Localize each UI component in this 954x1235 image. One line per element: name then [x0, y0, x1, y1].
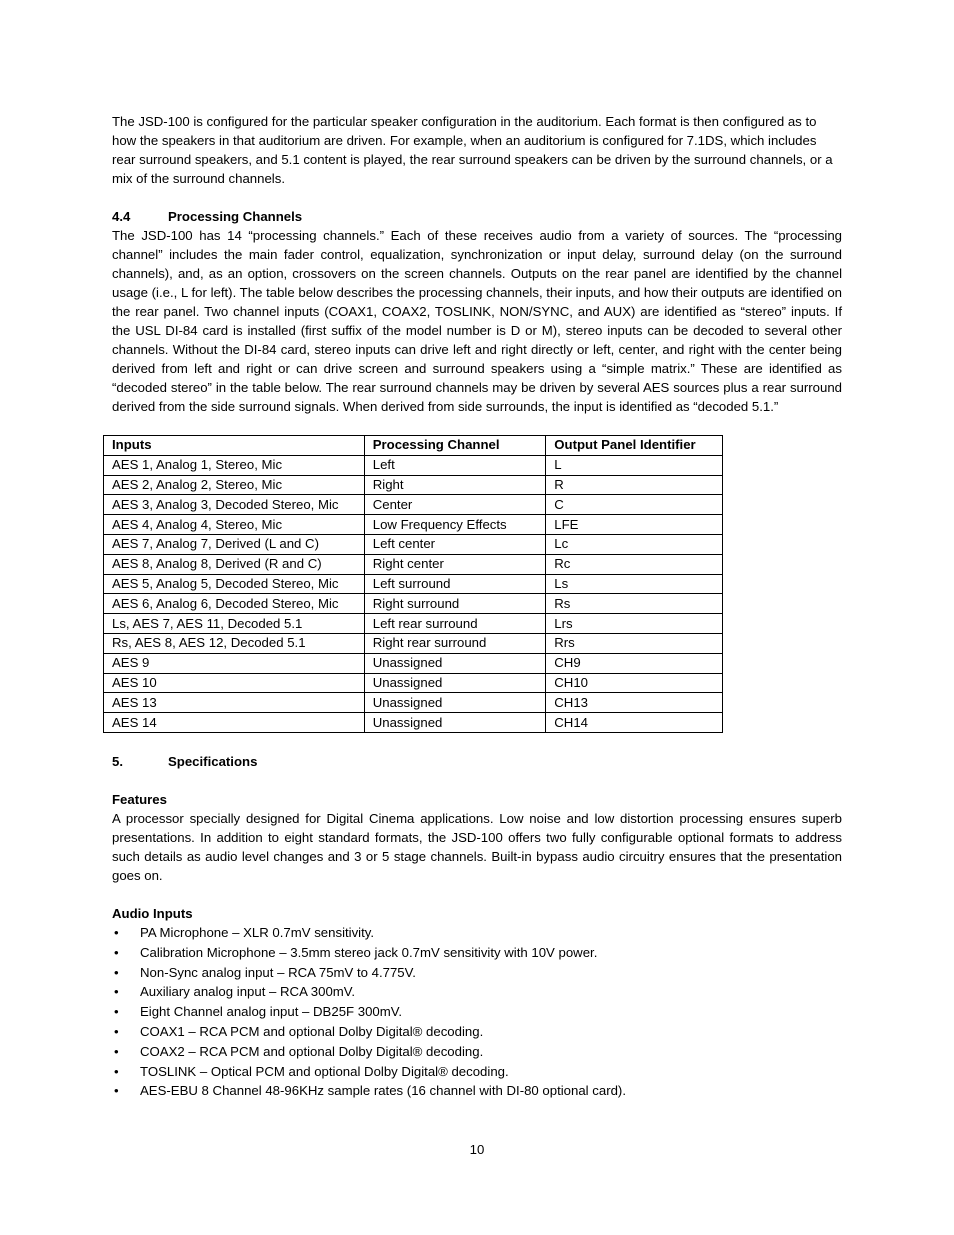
bullet-icon: •: [114, 1004, 119, 1020]
section-title: Specifications: [168, 753, 258, 769]
list-item: [112, 963, 842, 983]
table-row: [104, 673, 723, 693]
list-item-text: COAX1 – RCA PCM and optional Dolby Digital® decoding.: [140, 1023, 484, 1039]
table-row: [104, 455, 723, 475]
cell-inputs: AES 3, Analog 3, Decoded Stereo, Mic: [104, 495, 365, 515]
cell-inputs: AES 8, Analog 8, Derived (R and C): [104, 554, 365, 574]
list-item-text: Non-Sync analog input – RCA 75mV to 4.775V.: [140, 964, 416, 980]
list-item: [112, 1042, 842, 1062]
cell-processing-channel: Center: [364, 495, 546, 515]
cell-inputs: AES 10: [104, 673, 365, 693]
bullet-icon: •: [114, 1083, 119, 1099]
cell-processing-channel: Low Frequency Effects: [364, 515, 546, 535]
list-item: [112, 1022, 842, 1042]
page-number: 10: [469, 1142, 485, 1157]
cell-output-identifier: CH13: [546, 693, 723, 713]
processing-channels-table: [103, 435, 723, 733]
bullet-icon: •: [114, 1063, 119, 1079]
cell-processing-channel: Right center: [364, 554, 546, 574]
section-number: 4.4: [112, 209, 131, 224]
bullet-icon: •: [114, 944, 119, 960]
table-row: [104, 693, 723, 713]
audio-inputs-heading: [112, 904, 842, 923]
cell-output-identifier: CH14: [546, 713, 723, 733]
cell-processing-channel: Unassigned: [364, 693, 546, 713]
bullet-icon: •: [114, 1043, 119, 1059]
cell-inputs: AES 6, Analog 6, Decoded Stereo, Mic: [104, 594, 365, 614]
bullet-icon: •: [114, 984, 119, 1000]
table-row: [104, 713, 723, 733]
cell-inputs: Rs, AES 8, AES 12, Decoded 5.1: [104, 633, 365, 653]
list-item: [112, 923, 842, 943]
cell-output-identifier: L: [546, 455, 723, 475]
header-inputs: Inputs: [104, 436, 365, 456]
table-row: [104, 574, 723, 594]
list-item-text: Auxiliary analog input – RCA 300mV.: [140, 984, 356, 1000]
cell-output-identifier: C: [546, 495, 723, 515]
cell-inputs: AES 4, Analog 4, Stereo, Mic: [104, 515, 365, 535]
table-row: [104, 475, 723, 495]
list-item-text: Eight Channel analog input – DB25F 300mV.: [140, 1004, 402, 1020]
cell-output-identifier: LFE: [546, 515, 723, 535]
cell-inputs: AES 1, Analog 1, Stereo, Mic: [104, 455, 365, 475]
cell-inputs: AES 7, Analog 7, Derived (L and C): [104, 534, 365, 554]
bullet-icon: •: [114, 1023, 119, 1039]
cell-processing-channel: Left rear surround: [364, 614, 546, 634]
cell-inputs: AES 14: [104, 713, 365, 733]
cell-inputs: AES 13: [104, 693, 365, 713]
list-item: [112, 982, 842, 1002]
document-page: [112, 112, 842, 1101]
section-4-4-heading: [112, 207, 842, 226]
section-number: 5.: [112, 753, 123, 769]
processing-channels-paragraph: The JSD-100 has 14 “processing channels.” Each of these receives audio from a variety of sources. The “processing channel” includes the main fader control, equalization, synchronization or input delay, surround delay (on the surround channels), and, as an option, crossovers on the screen channels. Outputs on the rear panel are identified by the channel usage (i.e., L for left). The table below describes the processing channels, their inputs, and how their outputs are identified on the rear panel. Two channel inputs (COAX1, COAX2, TOSLINK, NON/SYNC, and AUX) are identified as “stereo” inputs. If the USL DI-84 card is installed (first suffix of the model number is D or M), stereo inputs can be decoded to several other channels. Without the DI-84 card, stereo inputs can drive left and right directly or left, center, and right with the center being derived from left and right or can drive screen and surround speakers using a “simple matrix.” These are identified as “decoded stereo” in the table below. The rear surround channels may be driven by several AES sources plus a rear surround derived from the side surround signals. When derived from side surrounds, the input is identified as “decoded 5.1.”: [112, 228, 842, 414]
table-row: [104, 594, 723, 614]
header-output-panel-identifier: Output Panel Identifier: [546, 436, 723, 456]
section-title: Processing Channels: [168, 209, 303, 224]
cell-processing-channel: Right rear surround: [364, 633, 546, 653]
section-5-heading: [112, 752, 842, 771]
list-item: [112, 1002, 842, 1022]
cell-processing-channel: Left surround: [364, 574, 546, 594]
bullet-icon: •: [114, 924, 119, 940]
cell-processing-channel: Unassigned: [364, 653, 546, 673]
features-heading: [112, 790, 842, 809]
table-row: [104, 554, 723, 574]
cell-processing-channel: Left center: [364, 534, 546, 554]
table-row: [104, 534, 723, 554]
table-row: [104, 614, 723, 634]
cell-output-identifier: CH10: [546, 673, 723, 693]
cell-processing-channel: Unassigned: [364, 713, 546, 733]
cell-inputs: AES 5, Analog 5, Decoded Stereo, Mic: [104, 574, 365, 594]
bullet-icon: •: [114, 964, 119, 980]
list-item-text: AES-EBU 8 Channel 48-96KHz sample rates (16 channel with DI-80 optional card).: [140, 1083, 626, 1099]
table-row: [104, 515, 723, 535]
table-row: [104, 495, 723, 515]
cell-output-identifier: Lc: [546, 534, 723, 554]
features-paragraph: A processor specially designed for Digital Cinema applications. Low noise and low distortion processing ensures superb presentations. In addition to eight standard formats, the JSD-100 offers two fully configurable optional formats to address such details as audio level changes and 3 or 5 stage channels. Built-in bypass audio circuitry ensures that the presentation goes on.: [112, 810, 842, 883]
cell-processing-channel: Unassigned: [364, 673, 546, 693]
cell-output-identifier: Rrs: [546, 633, 723, 653]
list-item: [112, 1081, 842, 1101]
list-item: [112, 1062, 842, 1082]
audio-inputs-title: Audio Inputs: [112, 905, 193, 921]
header-processing-channel: Processing Channel: [364, 436, 546, 456]
cell-output-identifier: Rc: [546, 554, 723, 574]
features-title: Features: [112, 791, 167, 807]
cell-inputs: Ls, AES 7, AES 11, Decoded 5.1: [104, 614, 365, 634]
intro-paragraph: The JSD-100 is configured for the particular speaker configuration in the auditorium. Each format is then configured as to how the speakers in that auditorium are driven. For example, when an auditorium is configured for 7.1DS, which includes rear surround speakers, and 5.1 content is played, the rear surround speakers can be driven by the surround channels, or a mix of the surround channels.: [112, 114, 833, 186]
cell-processing-channel: Left: [364, 455, 546, 475]
list-item-text: PA Microphone – XLR 0.7mV sensitivity.: [140, 924, 375, 940]
cell-output-identifier: Lrs: [546, 614, 723, 634]
table-row: [104, 653, 723, 673]
audio-inputs-list: [112, 923, 842, 1101]
list-item-text: Calibration Microphone – 3.5mm stereo jack 0.7mV sensitivity with 10V power.: [140, 944, 598, 960]
table-header-row: [104, 436, 723, 456]
cell-processing-channel: Right: [364, 475, 546, 495]
cell-inputs: AES 9: [104, 653, 365, 673]
list-item: [112, 943, 842, 963]
list-item-text: COAX2 – RCA PCM and optional Dolby Digital® decoding.: [140, 1043, 484, 1059]
cell-inputs: AES 2, Analog 2, Stereo, Mic: [104, 475, 365, 495]
table-row: [104, 633, 723, 653]
cell-output-identifier: Rs: [546, 594, 723, 614]
cell-processing-channel: Right surround: [364, 594, 546, 614]
cell-output-identifier: CH9: [546, 653, 723, 673]
list-item-text: TOSLINK – Optical PCM and optional Dolby Digital® decoding.: [140, 1063, 509, 1079]
cell-output-identifier: R: [546, 475, 723, 495]
cell-output-identifier: Ls: [546, 574, 723, 594]
